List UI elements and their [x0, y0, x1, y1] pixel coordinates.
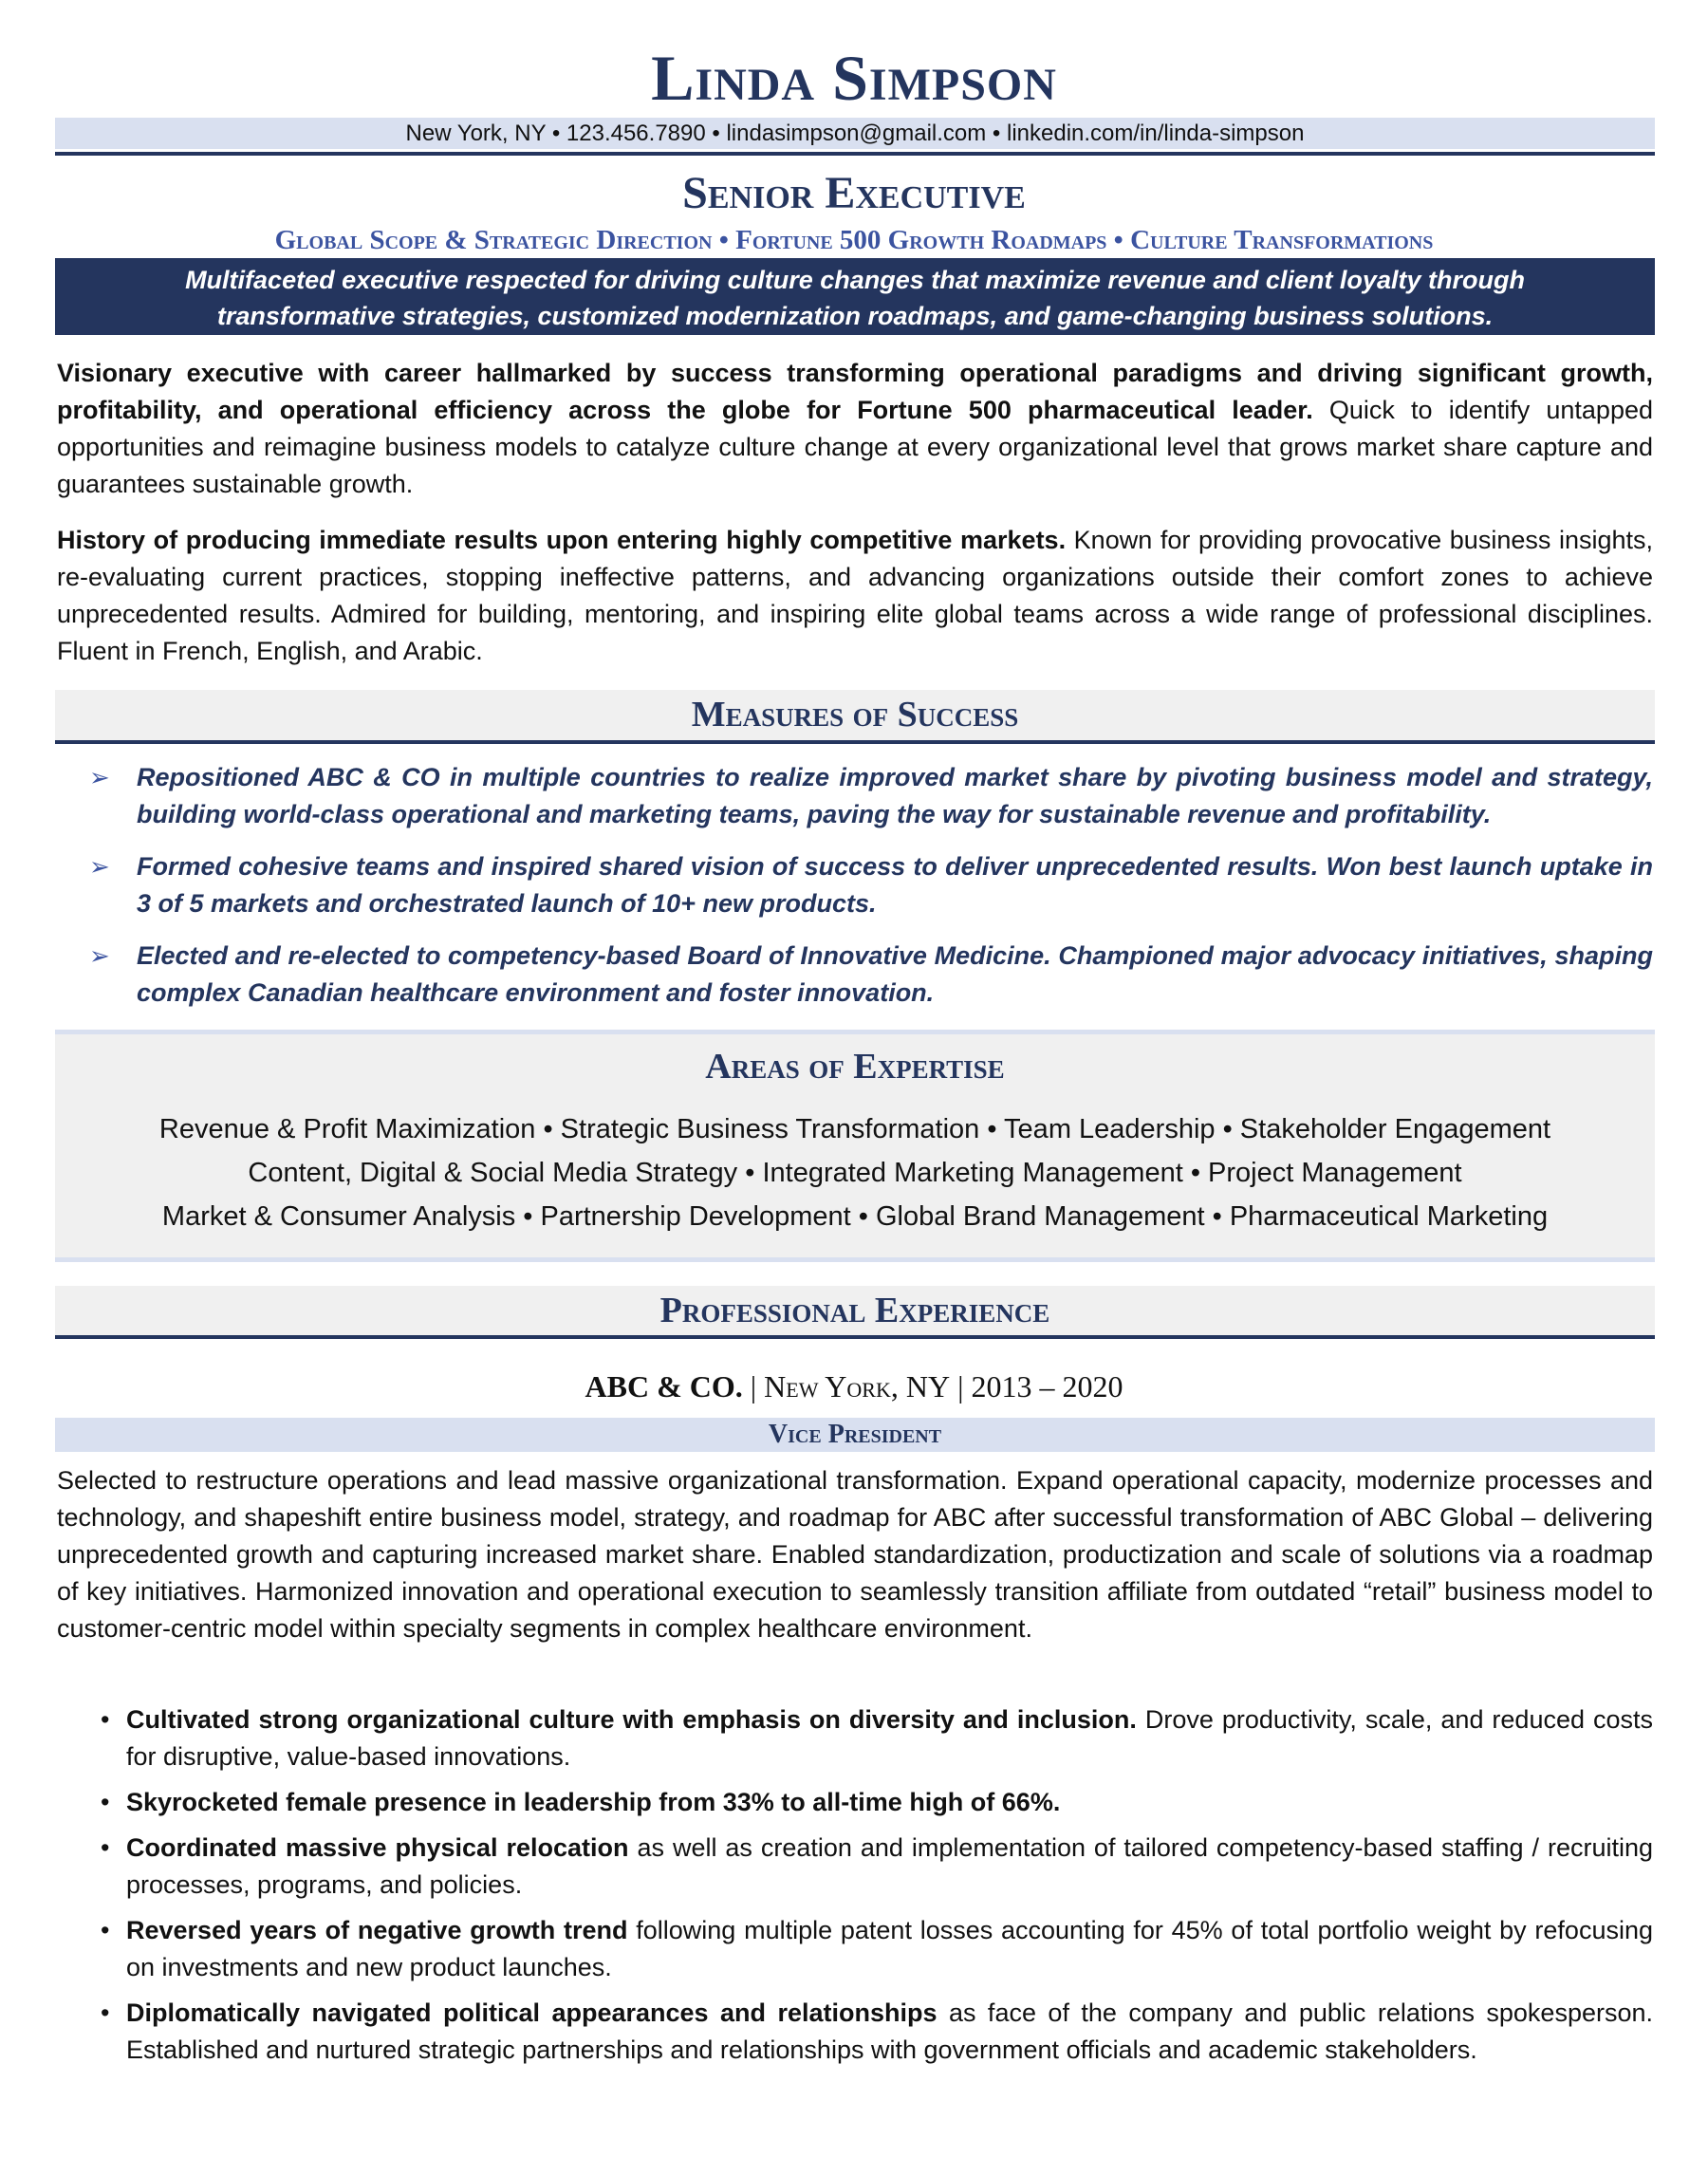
- summary-1-bold: Visionary executive with career hallmarked by success transforming operational paradigms and driving significant growth, profitability, and operational efficiency across the globe for Fortune 500 pharmaceutical leader.: [57, 359, 1653, 424]
- headline-specialties: Global Scope & Strategic Direction • Fortune 500 Growth Roadmaps • Culture Transformations: [274, 225, 1434, 255]
- job-dates: 2013 – 2020: [971, 1369, 1123, 1404]
- contact-info: New York, NY • 123.456.7890 • lindasimpson@gmail.com • linkedin.com/in/linda-simpson: [55, 118, 1655, 149]
- summary-paragraph-2: [57, 522, 1653, 670]
- measures-divider: [55, 740, 1655, 744]
- achievement-text: Formed cohesive teams and inspired shared vision of success to deliver unprecedented results. Won best launch uptake in 3 of 5 markets and orchestrated launch of 10+ new products.: [137, 852, 1653, 918]
- job-bullet: [57, 1830, 1653, 1904]
- expertise-line-2: Content, Digital & Social Media Strategy • Integrated Marketing Management • Project Management: [248, 1158, 1462, 1188]
- banner-line-1: Multifaceted executive respected for driving culture changes that maximize revenue and client loyalty through: [185, 266, 1525, 294]
- candidate-name: Linda Simpson: [651, 42, 1057, 114]
- summary-1-text: Quick to identify untapped opportunities and reimagine business models to catalyze culture change at every organizational level that grows market share capture and guarantees sustainable growth.: [57, 396, 1653, 498]
- section-heading-measures: Measures of Success: [55, 690, 1655, 740]
- bullet-bold: Diplomatically navigated political appearances and relationships: [126, 1998, 938, 2027]
- achievement-item: [57, 848, 1653, 922]
- job-bullet: [57, 1995, 1653, 2069]
- bullet-bold: Cultivated strong organizational culture with emphasis on diversity and inclusion.: [126, 1705, 1137, 1734]
- job-location: New York, NY: [764, 1369, 951, 1404]
- value-proposition-banner: [55, 258, 1655, 335]
- bullet-text: as well as creation and implementation of tailored competency-based staffing / recruiting processes, programs, and policies.: [126, 1833, 1654, 1899]
- expertise-section: [55, 1030, 1655, 1262]
- bullet-dot-icon: •: [101, 1833, 110, 1862]
- job-header: [0, 1366, 1708, 1406]
- banner-line-2: transformative strategies, customized modernization roadmaps, and game-changing business solutions.: [216, 302, 1494, 330]
- bullet-dot-icon: •: [101, 1705, 110, 1734]
- bullet-bold: Reversed years of negative growth trend: [126, 1916, 628, 1944]
- job-separator: |: [950, 1369, 972, 1404]
- job-bullet: [57, 1784, 1653, 1821]
- summary-paragraph-1: [57, 355, 1653, 503]
- arrow-bullet-icon: ➢: [89, 941, 110, 970]
- expertise-line-3: Market & Consumer Analysis • Partnership Development • Global Brand Management • Pharmaceutical Marketing: [161, 1201, 1549, 1232]
- achievement-item: [57, 938, 1653, 1012]
- job-description: Selected to restructure operations and lead massive organizational transformation. Expand operational capacity, modernize processes and technology, and shapeshift entire business model, strategy, and roadmap for ABC after successful transformation of ABC Global – delivering unprecedented growth and capturing increased market share. Enabled standardization, productization and scale of solutions via a roadmap of key initiatives. Harmonized innovation and operational execution to seamlessly transition affiliate from outdated “retail” business model to customer-centric model within specialty segments in complex healthcare environment.: [57, 1466, 1653, 1643]
- job-bullet: [57, 1912, 1653, 1986]
- bullet-bold: Coordinated massive physical relocation: [126, 1833, 629, 1862]
- company-name: ABC & CO.: [585, 1369, 743, 1404]
- job-bullet: [57, 1701, 1653, 1775]
- section-heading-expertise: Areas of Expertise: [705, 1047, 1005, 1087]
- bullet-dot-icon: •: [101, 1916, 110, 1944]
- bullet-text: as face of the company and public relations spokesperson. Established and nurtured strategic partnerships and relationships with government officials and academic stakeholders.: [126, 1998, 1653, 2064]
- job-separator: |: [742, 1369, 765, 1404]
- bullet-text: Drove productivity, scale, and reduced costs for disruptive, value-based innovations.: [126, 1705, 1653, 1771]
- bullet-text: following multiple patent losses accounting for 45% of total portfolio weight by refocusing on investments and new product launches.: [126, 1916, 1653, 1981]
- header-divider: [55, 152, 1655, 156]
- job-achievements: [57, 1701, 1653, 2077]
- section-heading-experience: Professional Experience: [55, 1286, 1655, 1335]
- summary-2-bold: History of producing immediate results upon entering highly competitive markets.: [57, 526, 1067, 554]
- job-title: Vice President: [55, 1418, 1655, 1452]
- bullet-bold: Skyrocketed female presence in leadership from 33% to all-time high of 66%.: [126, 1788, 1061, 1816]
- summary-2-text: Known for providing provocative business insights, re-evaluating current practices, stopping ineffective patterns, and advancing organizations outside their comfort zones to achieve unprecedented results. Admired for building, mentoring, and inspiring elite global teams across a wide range of professional disciplines. Fluent in French, English, and Arabic.: [57, 526, 1653, 665]
- bullet-dot-icon: •: [101, 1788, 110, 1816]
- achievement-text: Elected and re-elected to competency-based Board of Innovative Medicine. Championed major advocacy initiatives, shaping complex Canadian healthcare environment and foster innovation.: [137, 941, 1653, 1007]
- arrow-bullet-icon: ➢: [89, 852, 110, 881]
- arrow-bullet-icon: ➢: [89, 763, 110, 791]
- bullet-dot-icon: •: [101, 1998, 110, 2027]
- achievement-item: [57, 759, 1653, 833]
- experience-divider: [55, 1335, 1655, 1339]
- headline-title: Senior Executive: [682, 168, 1026, 218]
- achievements-list: [57, 759, 1653, 1027]
- expertise-line-1: Revenue & Profit Maximization • Strategic Business Transformation • Team Leadership • Stakeholder Engagement: [158, 1114, 1551, 1144]
- achievement-text: Repositioned ABC & CO in multiple countries to realize improved market share by pivoting business model and strategy, building world-class operational and marketing teams, paving the way for sustainable revenue and profitability.: [137, 763, 1653, 828]
